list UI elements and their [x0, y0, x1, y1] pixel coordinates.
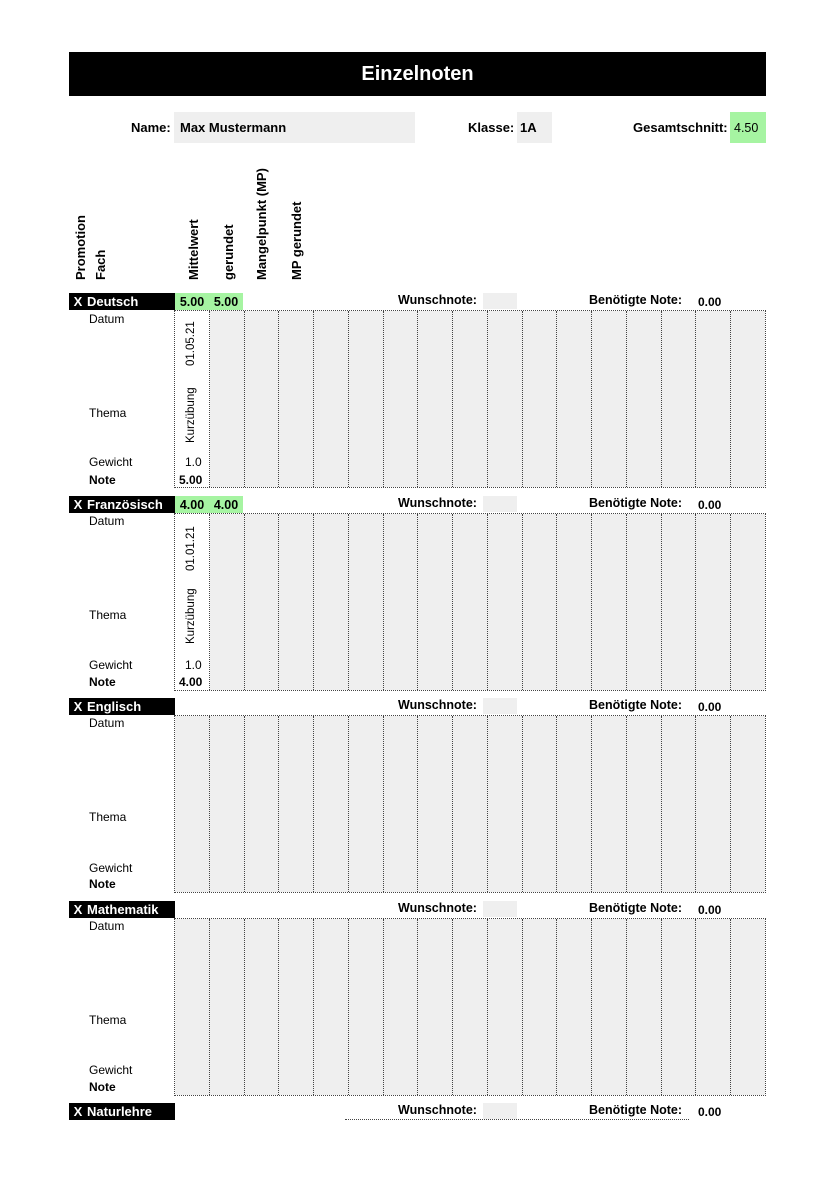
gewicht-label: Gewicht [89, 455, 133, 469]
note-label: Note [89, 1080, 116, 1094]
wunschnote-label: Wunschnote: [398, 293, 477, 307]
datum-label: Datum [89, 312, 125, 326]
benoetigte-note-label: Benötigte Note: [589, 1103, 683, 1117]
thema-label: Thema [89, 810, 127, 824]
subject-header[interactable]: X Englisch [69, 698, 175, 715]
wunschnote-label: Wunschnote: [398, 1103, 477, 1117]
benoetigte-note-value: 0.00 [698, 498, 722, 512]
thema-label: Thema [89, 1013, 127, 1027]
datum-label: Datum [89, 716, 125, 730]
note-label: Note [89, 473, 116, 487]
klasse-label: Klasse: [468, 120, 515, 135]
subject-header[interactable]: X Naturlehre [69, 1103, 175, 1120]
entry-note[interactable]: 5.00 [179, 473, 203, 487]
benoetigte-note-label: Benötigte Note: [589, 496, 683, 510]
page-title: Einzelnoten [69, 52, 766, 96]
subject-block-deutsch [69, 293, 766, 489]
gerundet-header: gerundet [221, 224, 236, 280]
grades-grid[interactable] [174, 715, 766, 893]
note-label: Note [89, 877, 116, 891]
subject-block-naturlehre [69, 1103, 766, 1123]
subject-block-franzoesisch [69, 496, 766, 692]
thema-label: Thema [89, 608, 127, 622]
name-field[interactable]: Max Mustermann [174, 112, 415, 143]
gewicht-label: Gewicht [89, 658, 133, 672]
benoetigte-note-label: Benötigte Note: [589, 698, 683, 712]
wunschnote-input[interactable] [483, 1103, 517, 1119]
wunschnote-label: Wunschnote: [398, 496, 477, 510]
datum-label: Datum [89, 919, 125, 933]
entry-datum[interactable]: 01.05.21 [185, 321, 197, 366]
subject-header[interactable]: X Französisch [69, 496, 175, 513]
entry-note[interactable]: 4.00 [179, 675, 203, 689]
benoetigte-note-value: 0.00 [698, 903, 722, 917]
mittelwert-header: Mittelwert [186, 219, 201, 280]
entry-gewicht[interactable]: 1.0 [185, 455, 202, 469]
entry-datum[interactable]: 01.01.21 [185, 526, 197, 571]
gerundet-value: 4.00 [209, 496, 243, 513]
benoetigte-note-value: 0.00 [698, 295, 722, 309]
grades-grid[interactable] [174, 310, 766, 488]
gesamtschnitt-label: Gesamtschnitt: [633, 120, 728, 135]
fach-header: Fach [93, 249, 108, 280]
mittelwert-value: 4.00 [175, 496, 209, 513]
mittelwert-value: 5.00 [175, 293, 209, 310]
klasse-field[interactable]: 1A [517, 112, 552, 143]
subject-header[interactable]: X Deutsch [69, 293, 175, 310]
gerundet-value: 5.00 [209, 293, 243, 310]
name-label: Name: [131, 120, 171, 135]
benoetigte-note-value: 0.00 [698, 1105, 722, 1119]
gesamtschnitt-value: 4.50 [730, 112, 766, 143]
benoetigte-note-label: Benötigte Note: [589, 901, 683, 915]
wunschnote-input[interactable] [483, 496, 517, 512]
benoetigte-note-label: Benötigte Note: [589, 293, 683, 307]
wunschnote-input[interactable] [483, 901, 517, 917]
wunschnote-input[interactable] [483, 698, 517, 714]
gewicht-label: Gewicht [89, 861, 133, 875]
wunschnote-input[interactable] [483, 293, 517, 309]
entry-gewicht[interactable]: 1.0 [185, 658, 202, 672]
wunschnote-label: Wunschnote: [398, 901, 477, 915]
subject-block-englisch [69, 698, 766, 894]
datum-label: Datum [89, 514, 125, 528]
subject-header[interactable]: X Mathematik [69, 901, 175, 918]
wunschnote-label: Wunschnote: [398, 698, 477, 712]
entry-thema[interactable]: Kurzübung [185, 387, 197, 443]
promotion-header: Promotion [73, 215, 88, 280]
mangelpunkt-header: Mangelpunkt (MP) [254, 168, 269, 280]
benoetigte-note-value: 0.00 [698, 700, 722, 714]
subject-block-mathematik [69, 901, 766, 1097]
entry-thema[interactable]: Kurzübung [185, 588, 197, 644]
gewicht-label: Gewicht [89, 1063, 133, 1077]
mp-gerundet-header: MP gerundet [289, 201, 304, 280]
grades-grid[interactable] [174, 513, 766, 691]
thema-label: Thema [89, 406, 127, 420]
note-label: Note [89, 675, 116, 689]
grades-grid[interactable] [174, 918, 766, 1096]
divider [345, 1119, 689, 1120]
